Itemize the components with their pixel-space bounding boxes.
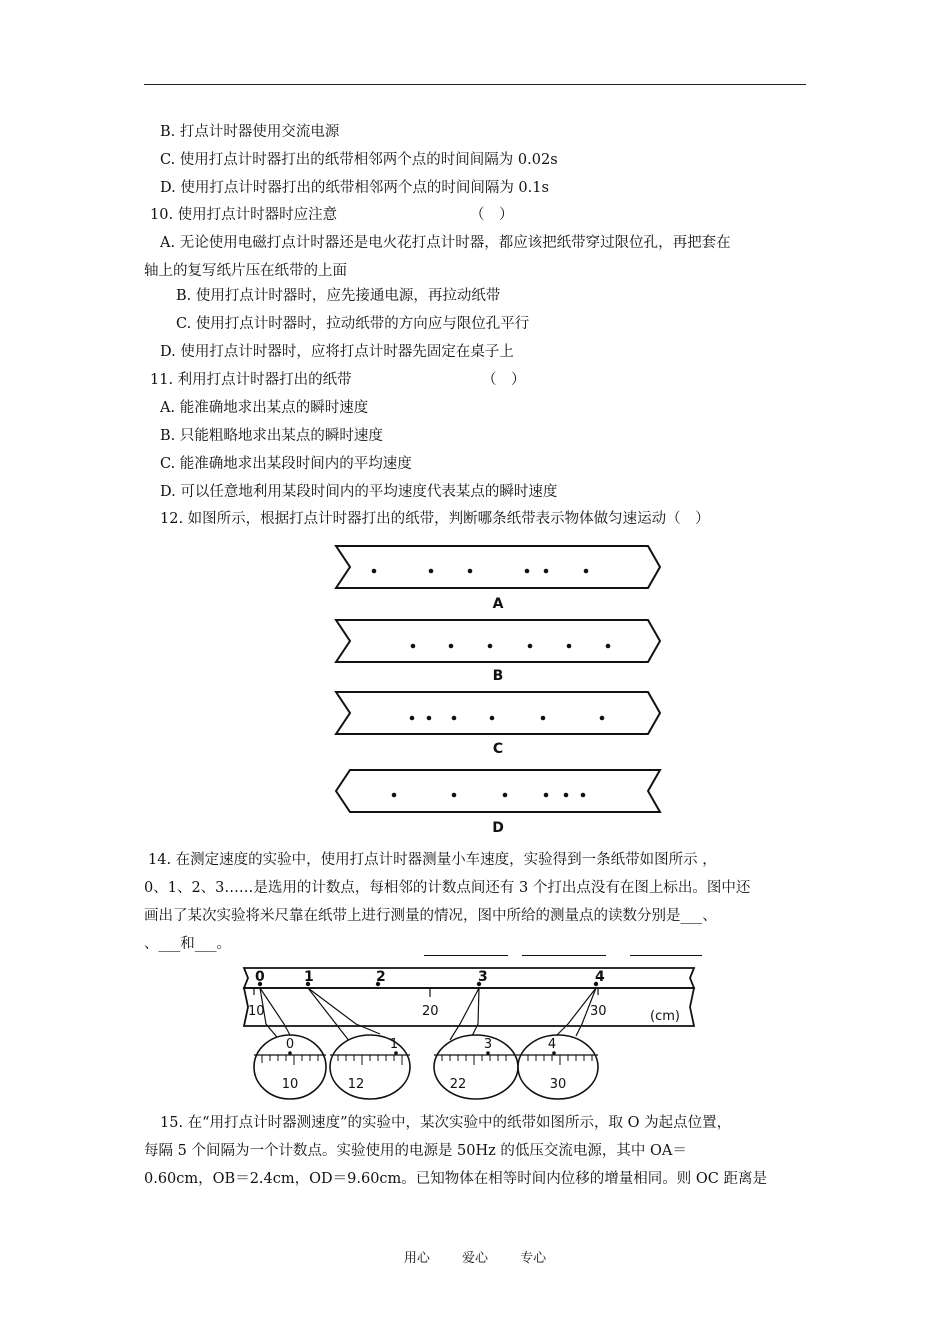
magnifier-top-3: 3 <box>483 1037 493 1052</box>
footer-word-1: 用心 <box>403 1251 430 1266</box>
footer-word-2: 爱心 <box>461 1251 488 1266</box>
q10-option-a-line1: A. 无论使用电磁打点计时器还是电火花打点计时器，都应该把纸带穿过限位孔，再把套在 <box>160 235 731 251</box>
scale-label-10: 10 <box>248 1004 265 1019</box>
q14-line3: 画出了某次实验将米尺靠在纸带上进行测量的情况，图中所给的测量点的读数分别是___、 <box>144 908 717 924</box>
q10-option-d: D. 使用打点计时器时，应将打点计时器先固定在桌子上 <box>160 344 514 360</box>
answer-line-3 <box>630 955 702 956</box>
q9-option-d: D. 使用打点计时器打出的纸带相邻两个点的时间间隔为 0.1s <box>160 180 549 196</box>
q15-line2: 每隔 5 个间隔为一个计数点。实验使用的电源是 50Hz 的低压交流电源，其中 OA＝ <box>144 1143 687 1159</box>
q11-option-c: C. 能准确地求出某段时间内的平均速度 <box>160 456 412 472</box>
scale-label-30: 30 <box>590 1004 607 1019</box>
tape-label-b: B <box>492 668 504 684</box>
paper-tapes-figure <box>330 540 670 840</box>
q10-answer-paren: （ ） <box>470 207 514 223</box>
tape-b <box>336 620 660 662</box>
magnifier-bottom-12: 12 <box>347 1077 365 1092</box>
q14-line1: 14. 在测定速度的实验中，使用打点计时器测量小车速度，实验得到一条纸带如图所示 ， <box>148 852 717 868</box>
q12-stem: 12. 如图所示，根据打点计时器打出的纸带，判断哪条纸带表示物体做匀速运动（ ） <box>160 511 710 527</box>
magnifier-top-4: 4 <box>547 1037 557 1052</box>
q11-answer-paren: （ ） <box>482 372 526 388</box>
q9-option-b: B. 打点计时器使用交流电源 <box>160 124 340 140</box>
q9-option-c: C. 使用打点计时器打出的纸带相邻两个点的时间间隔为 0.02s <box>160 152 558 168</box>
q15-line1: 15. 在“用打点计时器测速度”的实验中，某次实验中的纸带如图所示，取 O 为起点位置， <box>160 1115 732 1131</box>
answer-line-2 <box>522 955 606 956</box>
count-point-0: 0 <box>255 969 265 985</box>
unit-label: (cm) <box>650 1009 680 1024</box>
answer-line-1 <box>424 955 508 956</box>
count-point-1: 1 <box>304 969 314 985</box>
tape-a <box>336 546 660 588</box>
q14-line4: 、___和___。 <box>144 936 231 952</box>
scale-label-20: 20 <box>422 1004 439 1019</box>
q15-line3: 0.60cm，OB＝2.4cm，OD＝9.60cm。已知物体在相等时间内位移的增量相同。则 OC 距离是 <box>144 1171 767 1187</box>
count-point-3: 3 <box>478 969 488 985</box>
footer-word-3: 专心 <box>520 1251 547 1266</box>
tape-label-a: A <box>492 596 504 612</box>
magnifier-top-0: 0 <box>285 1037 295 1052</box>
ruler-tape-figure <box>238 962 708 1100</box>
magnifier-3 <box>434 1035 518 1099</box>
count-point-4: 4 <box>595 969 605 985</box>
magnifier-bottom-10: 10 <box>281 1077 299 1092</box>
q14-line2: 0、1、2、3……是选用的计数点，每相邻的计数点间还有 3 个打出点没有在图上标出。图中还 <box>144 880 751 896</box>
header-rule <box>144 84 806 85</box>
magnifier-top-1: 1 <box>389 1037 399 1052</box>
magnifier-bottom-22: 22 <box>449 1077 467 1092</box>
count-point-2: 2 <box>376 969 386 985</box>
page-footer <box>0 1247 950 1266</box>
tape-d <box>336 770 660 812</box>
q11-option-b: B. 只能粗略地求出某点的瞬时速度 <box>160 428 383 444</box>
tape-label-c: C <box>492 741 504 757</box>
magnifier-bottom-30: 30 <box>549 1077 567 1092</box>
q10-option-a-line2: 轴上的复写纸片压在纸带的上面 <box>144 263 347 279</box>
q11-option-d: D. 可以任意地利用某段时间内的平均速度代表某点的瞬时速度 <box>160 484 558 500</box>
q11-option-a: A. 能准确地求出某点的瞬时速度 <box>160 400 369 416</box>
tape-label-d: D <box>492 820 504 836</box>
q10-option-b: B. 使用打点计时器时，应先接通电源，再拉动纸带 <box>176 288 501 304</box>
q10-stem: 10. 使用打点计时器时应注意 <box>150 207 338 223</box>
tape-c <box>336 692 660 734</box>
q10-option-c: C. 使用打点计时器时，拉动纸带的方向应与限位孔平行 <box>176 316 530 332</box>
q11-stem: 11. 利用打点计时器打出的纸带 <box>150 372 352 388</box>
